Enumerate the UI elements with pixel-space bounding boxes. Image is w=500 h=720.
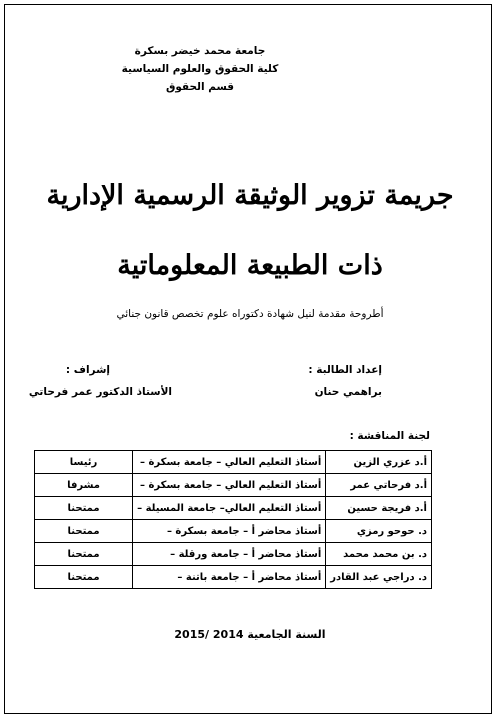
supervision-label: إشراف : [65,364,110,376]
committee-table [34,450,432,589]
member-name: د. حوحو رمزي [326,520,432,543]
member-name: أ.د عزري الزين [326,451,432,474]
thesis-purpose: أطروحة مقدمة لنيل شهادة دكتوراه علوم تخصص قانون جنائي [116,308,384,320]
student-name: براهمي حنان [314,386,382,398]
member-name: أ.د فرحاتي عمر [326,474,432,497]
table-row [35,520,432,543]
table-row [35,451,432,474]
member-role: رئيسا [35,451,133,474]
member-rank: أستاذ محاضر أ – جامعة باتنة – [133,566,326,589]
page-border [4,4,492,714]
table-row [35,497,432,520]
member-role: ممتحنا [35,497,133,520]
university-name: جامعة محمد خيضر بسكرة [134,45,266,57]
member-role: ممتحنا [35,543,133,566]
committee-label: لجنة المناقشة : [349,430,430,442]
member-name: د. دراجي عبد القادر [326,566,432,589]
table-row [35,543,432,566]
table-row [35,566,432,589]
department-name: قسم الحقوق [165,81,235,93]
member-role: ممتحنا [35,520,133,543]
member-role: مشرفا [35,474,133,497]
institution-header [110,42,290,96]
member-rank: أستاذ التعليم العالي – جامعة بسكرة – [133,474,326,497]
member-name: د. بن محمد محمد [326,543,432,566]
member-name: أ.د فريجة حسين [326,497,432,520]
prepared-by-label: إعداد الطالبة : [308,364,382,376]
member-rank: أستاذ محاضر أ – جامعة بسكرة – [133,520,326,543]
member-rank: أستاذ محاضر أ – جامعة ورقلة – [133,543,326,566]
academic-year: السنة الجامعية 2014 /2015 [174,628,326,641]
member-rank: أستاذ التعليم العالي– جامعة المسيلة – [133,497,326,520]
table-row [35,474,432,497]
thesis-title-line-1: جريمة تزوير الوثيقة الرسمية الإدارية [46,180,454,211]
member-rank: أستاذ التعليم العالي – جامعة بسكرة – [133,451,326,474]
faculty-name: كلية الحقوق والعلوم السياسية [121,63,279,75]
thesis-title-line-2: ذات الطبيعة المعلوماتية [117,250,383,281]
supervisor-name: الأستاذ الدكتور عمر فرحاتي [28,386,172,398]
member-role: ممتحنا [35,566,133,589]
